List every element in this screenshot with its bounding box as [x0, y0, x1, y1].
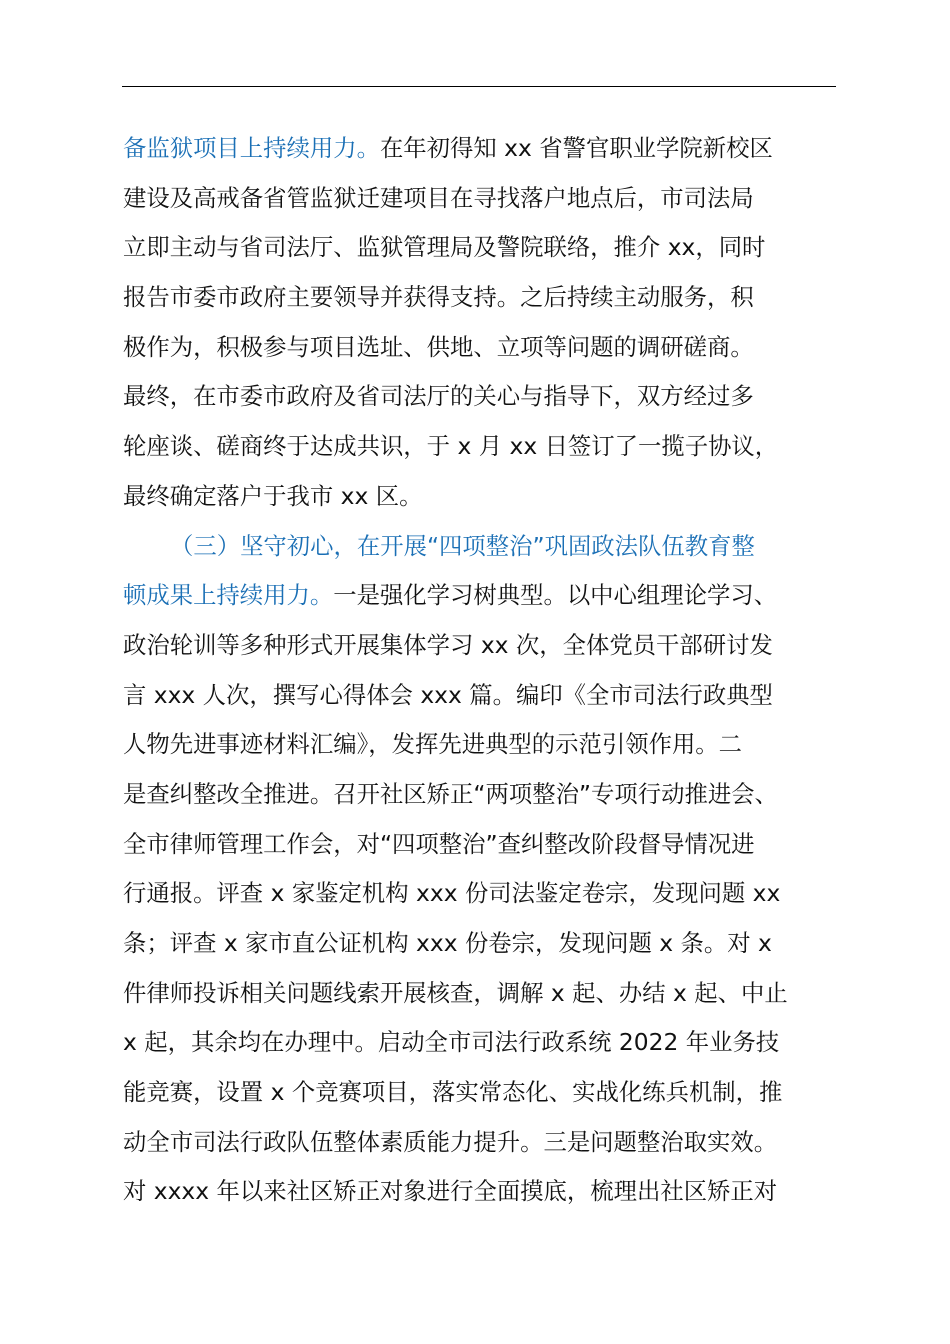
text-line — [123, 223, 843, 273]
body-text: x 起，其余均在办理中。启动全市司法行政系统 2022 年业务技 — [123, 1028, 780, 1057]
heading-text: 备监狱项目上持续用力。 — [123, 134, 380, 162]
text-line — [123, 472, 843, 522]
body-text: 件律师投诉相关问题线索开展核查，调解 x 起、办结 x 起、中止 — [123, 978, 788, 1007]
body-text: 是查纠整改全推进。召开社区矫正“两项整治”专项行动推进会、 — [123, 779, 778, 808]
body-text: 轮座谈、磋商终于达成共识，于 x 月 xx 日签订了一揽子协议， — [123, 432, 779, 461]
body-text: 言 xxx 人次，撰写心得体会 xxx 篇。编印《全市司法行政典型 — [123, 680, 773, 709]
body-text: 能竞赛，设置 x 个竞赛项目，落实常态化、实战化练兵机制，推 — [123, 1078, 783, 1107]
body-text: 政治轮训等多种形式开展集体学习 xx 次，全体党员干部研讨发 — [123, 630, 773, 659]
text-line — [123, 869, 843, 919]
text-line — [123, 621, 843, 671]
text-line — [123, 1167, 843, 1217]
body-text: 报告市委市政府主要领导并获得支持。之后持续主动服务，积 — [123, 283, 754, 312]
body-text: 行通报。评查 x 家鉴定机构 xxx 份司法鉴定卷宗，发现问题 xx — [123, 879, 781, 908]
text-line — [123, 969, 843, 1019]
body-text: 一是强化学习树典型。以中心组理论学习、 — [333, 581, 778, 610]
text-line — [123, 422, 843, 472]
text-line — [123, 372, 843, 422]
text-line — [123, 671, 843, 721]
body-text: 建设及高戒备省管监狱迁建项目在寻找落户地点后，市司法局 — [123, 183, 754, 212]
body-text: 极作为，积极参与项目选址、供地、立项等问题的调研磋商。 — [123, 332, 754, 361]
body-text: 人物先进事迹材料汇编》，发挥先进典型的示范引领作用。二 — [123, 730, 743, 759]
body-text: 对 xxxx 年以来社区矫正对象进行全面摸底，梳理出社区矫正对 — [123, 1177, 778, 1206]
text-line — [123, 1018, 843, 1068]
text-line — [123, 323, 843, 373]
body-text: 在年初得知 xx 省警官职业学院新校区 — [379, 134, 773, 162]
header-rule — [122, 86, 836, 87]
text-line — [123, 1118, 843, 1168]
text-line — [123, 1068, 843, 1118]
document-body — [123, 124, 843, 1217]
body-text: 全市律师管理工作会，对“四项整治”查纠整改阶段督导情况进 — [123, 829, 755, 858]
text-line — [123, 720, 843, 770]
text-line — [123, 571, 843, 621]
body-text: 条；评查 x 家市直公证机构 xxx 份卷宗，发现问题 x 条。对 x — [123, 929, 772, 957]
text-line — [123, 124, 843, 174]
heading-text: 顿成果上持续用力。 — [123, 581, 334, 610]
text-line — [123, 174, 843, 224]
body-text: 立即主动与省司法厅、监狱管理局及警院联络，推介 xx，同时 — [123, 233, 766, 262]
text-line — [123, 820, 843, 870]
body-text: 动全市司法行政队伍整体素质能力提升。三是问题整治取实效。 — [123, 1127, 778, 1156]
text-line — [123, 770, 843, 820]
heading-text: （三）坚守初心，在开展“四项整治”巩固政法队伍教育整 — [170, 531, 755, 560]
body-text: 最终，在市委市政府及省司法厅的关心与指导下，双方经过多 — [123, 382, 754, 411]
body-text: 最终确定落户于我市 xx 区。 — [123, 481, 423, 510]
text-line — [123, 273, 843, 323]
text-line — [123, 919, 843, 969]
text-line — [123, 522, 843, 572]
